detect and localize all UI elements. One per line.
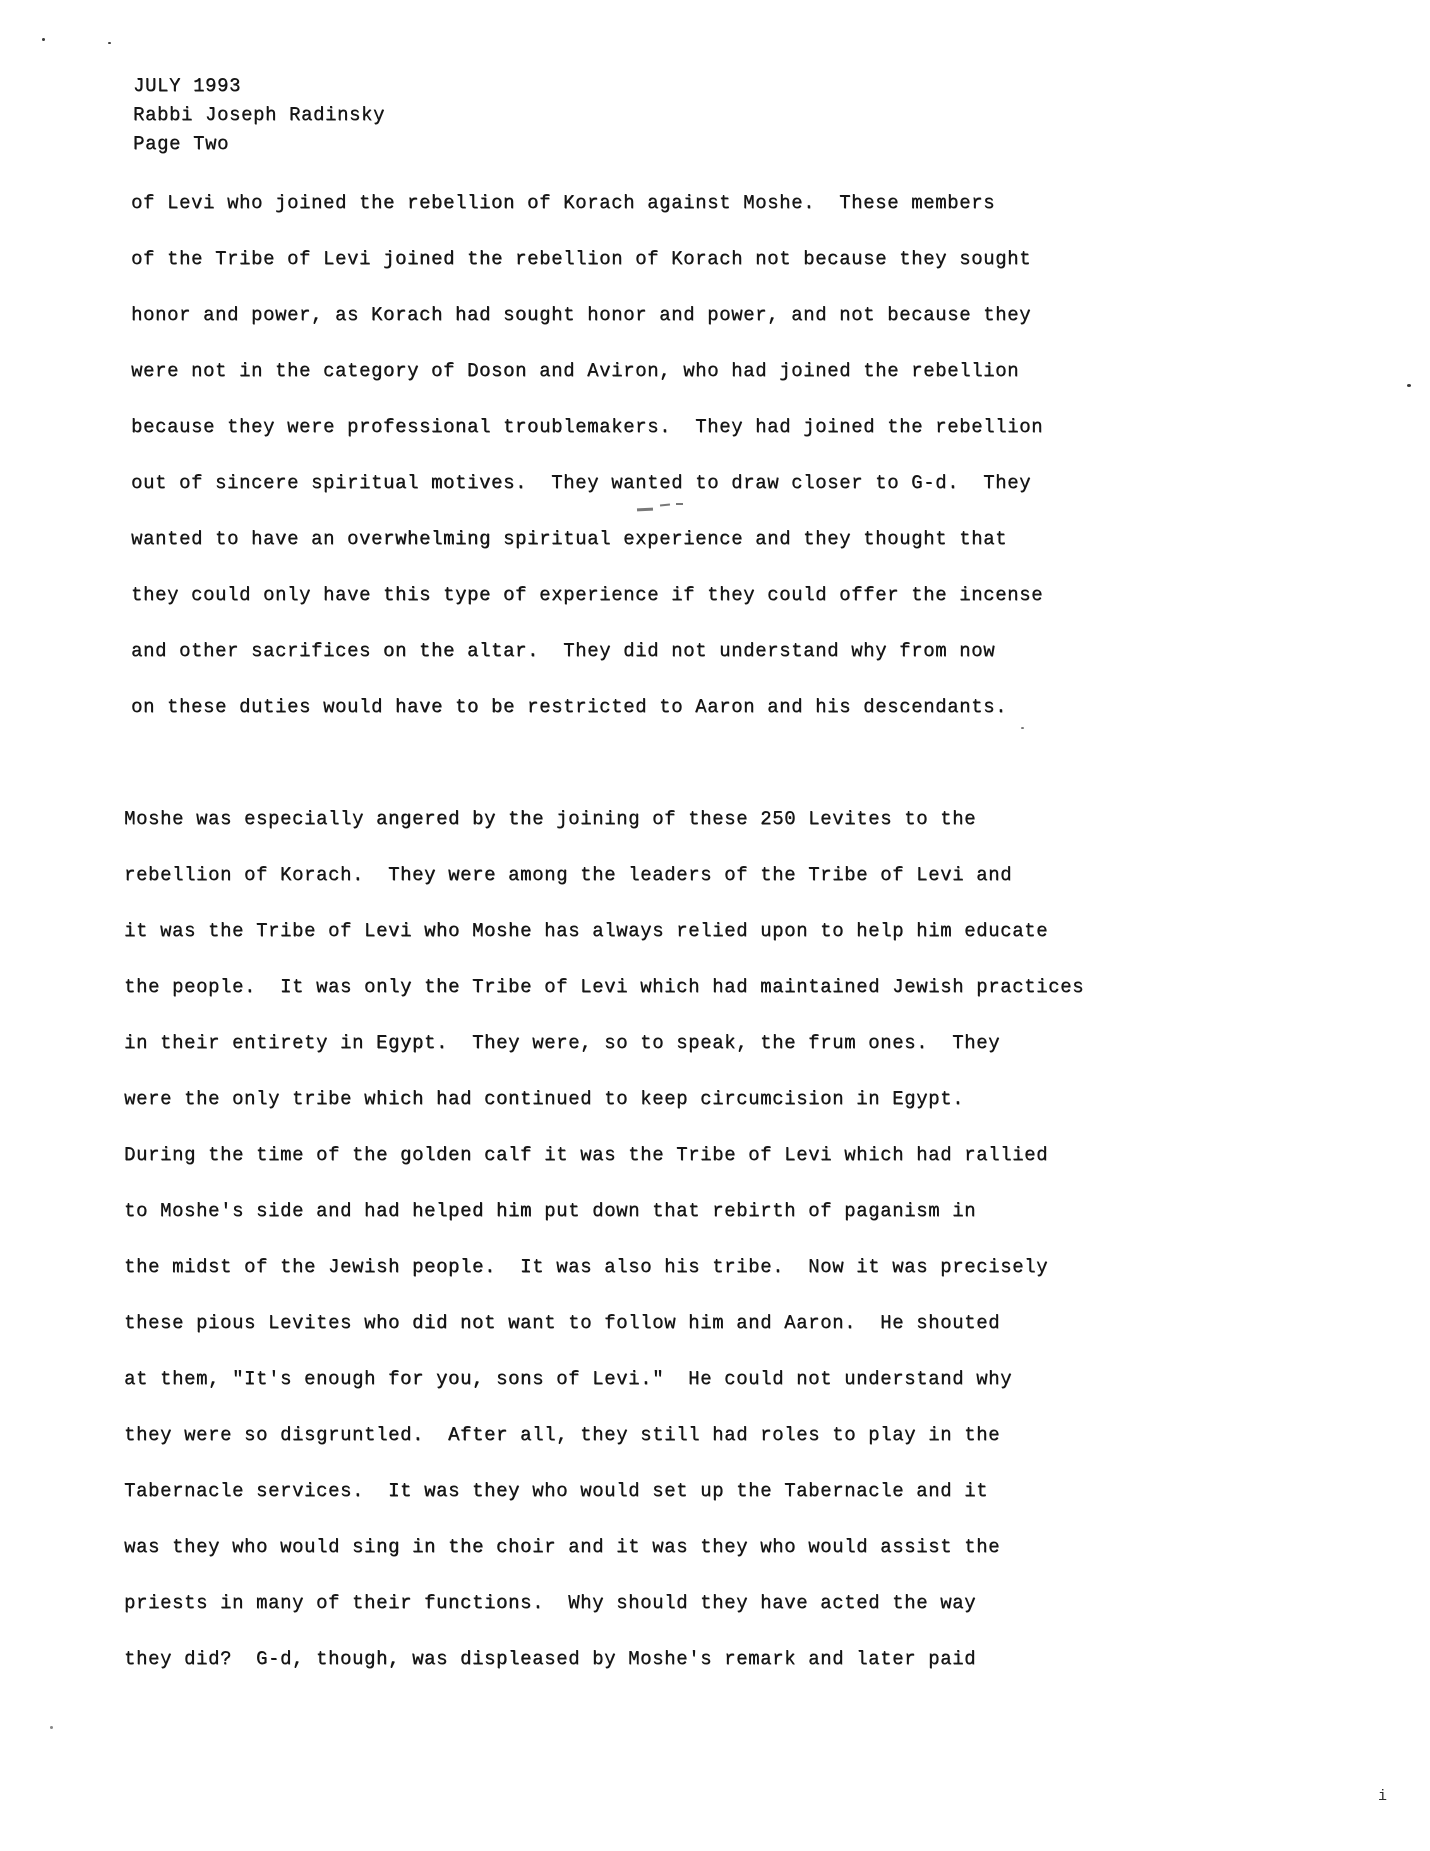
- text-line: Moshe was especially angered by the joining of these 250 Levites to the: [124, 808, 977, 830]
- document-header: [133, 72, 385, 159]
- text-line: they did? G-d, though, was displeased by Moshe's remark and later paid: [124, 1648, 977, 1670]
- text-line: were the only tribe which had continued to keep circumcision in Egypt.: [124, 1088, 965, 1110]
- text-line: were not in the category of Doson and Aviron, who had joined the rebellion: [131, 360, 1020, 382]
- text-line: priests in many of their functions. Why should they have acted the way: [124, 1592, 977, 1614]
- text-line: of Levi who joined the rebellion of Korach against Moshe. These members: [131, 192, 996, 214]
- stray-ink-mark: i: [1378, 1788, 1388, 1805]
- text-line: honor and power, as Korach had sought honor and power, and not because they: [131, 304, 1032, 326]
- text-line: wanted to have an overwhelming spiritual experience and they thought that: [131, 528, 1008, 550]
- scan-speck: [42, 38, 45, 41]
- page-number-line: Page Two: [133, 133, 230, 155]
- text-line: out of sincere spiritual motives. They wanted to draw closer to G-d. They: [131, 472, 1032, 494]
- text-line: During the time of the golden calf it was the Tribe of Levi which had rallied: [124, 1144, 1049, 1166]
- scan-speck: [108, 42, 111, 44]
- paragraph-moshe-angered: [124, 806, 1084, 1702]
- ink-smudge: [676, 503, 683, 505]
- text-line: was they who would sing in the choir and it was they who would assist the: [124, 1536, 1001, 1558]
- text-line: and other sacrifices on the altar. They did not understand why from now: [131, 640, 996, 662]
- text-line: Tabernacle services. It was they who would set up the Tabernacle and it: [124, 1480, 989, 1502]
- text-line: they were so disgruntled. After all, they still had roles to play in the: [124, 1424, 1001, 1446]
- scan-speck: [1407, 384, 1411, 387]
- text-line: at them, "It's enough for you, sons of Levi." He could not understand why: [124, 1368, 1013, 1390]
- paragraph-levites-rebellion: [131, 190, 1043, 750]
- date-line: JULY 1993: [133, 75, 242, 97]
- text-line: rebellion of Korach. They were among the leaders of the Tribe of Levi and: [124, 864, 1013, 886]
- text-line: the people. It was only the Tribe of Levi which had maintained Jewish practices: [124, 976, 1085, 998]
- author-line: Rabbi Joseph Radinsky: [133, 104, 386, 126]
- text-line: of the Tribe of Levi joined the rebellion of Korach not because they sought: [131, 248, 1032, 270]
- text-line: because they were professional troublemakers. They had joined the rebellion: [131, 416, 1044, 438]
- text-line: they could only have this type of experience if they could offer the incense: [131, 584, 1044, 606]
- scan-speck: [50, 1726, 53, 1729]
- text-line: it was the Tribe of Levi who Moshe has always relied upon to help him educate: [124, 920, 1049, 942]
- text-line: the midst of the Jewish people. It was also his tribe. Now it was precisely: [124, 1256, 1049, 1278]
- text-line: on these duties would have to be restricted to Aaron and his descendants.: [131, 696, 1008, 718]
- text-line: these pious Levites who did not want to follow him and Aaron. He shouted: [124, 1312, 1001, 1334]
- text-line: to Moshe's side and had helped him put down that rebirth of paganism in: [124, 1200, 977, 1222]
- text-line: in their entirety in Egypt. They were, so to speak, the frum ones. They: [124, 1032, 1001, 1054]
